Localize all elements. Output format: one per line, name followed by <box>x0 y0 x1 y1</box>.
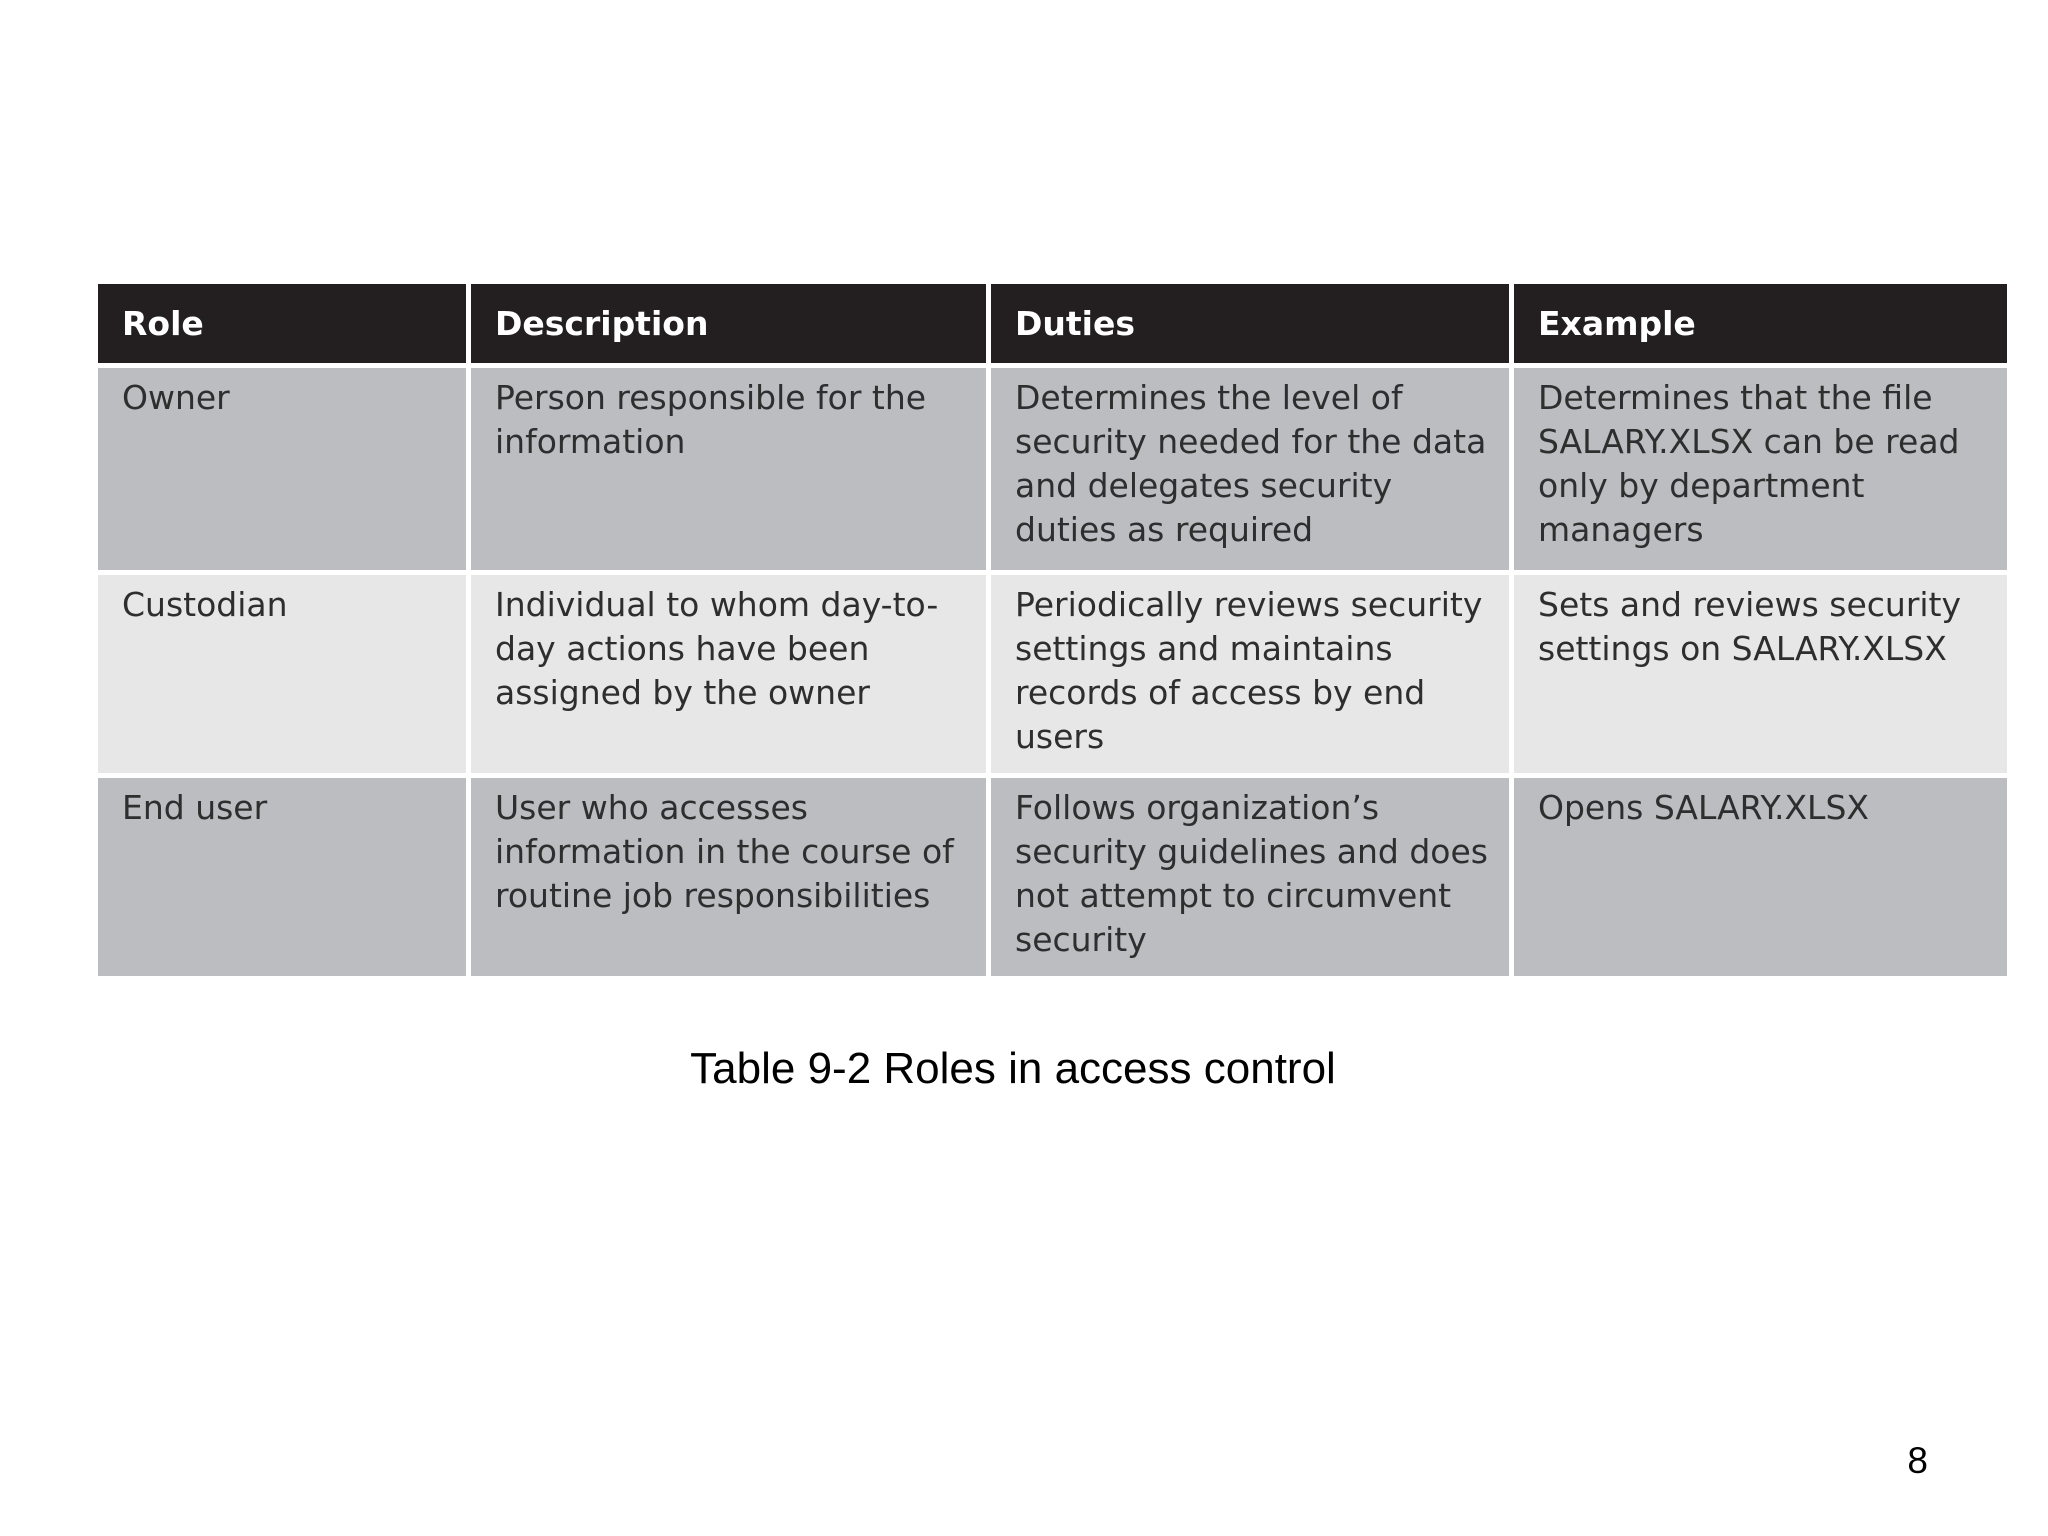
example-cell: Sets and reviews security settings on SALARY.XLSX <box>1514 575 2007 773</box>
duties-cell: Determines the level of security needed for the data and delegates security duties as required <box>991 368 1509 570</box>
roles-table <box>93 279 2012 981</box>
role-cell: Owner <box>98 368 466 570</box>
table-row <box>98 778 2007 976</box>
column-header-duties: Duties <box>991 284 1509 363</box>
example-cell: Opens SALARY.XLSX <box>1514 778 2007 976</box>
table-row <box>98 575 2007 773</box>
description-cell: Individual to whom day-to-day actions have been assigned by the owner <box>471 575 986 773</box>
page-number: 8 <box>1907 1440 1928 1481</box>
column-header-role: Role <box>98 284 466 363</box>
table-header-row <box>98 284 2007 363</box>
description-cell: Person responsible for the information <box>471 368 986 570</box>
roles-table-container <box>98 284 1982 976</box>
duties-cell: Periodically reviews security settings and maintains records of access by end users <box>991 575 1509 773</box>
column-header-example: Example <box>1514 284 2007 363</box>
table-row <box>98 368 2007 570</box>
example-cell: Determines that the file SALARY.XLSX can be read only by department managers <box>1514 368 2007 570</box>
column-header-description: Description <box>471 284 986 363</box>
description-cell: User who accesses information in the course of routine job responsibilities <box>471 778 986 976</box>
role-cell: End user <box>98 778 466 976</box>
duties-cell: Follows organization’s security guidelines and does not attempt to circumvent security <box>991 778 1509 976</box>
role-cell: Custodian <box>98 575 466 773</box>
table-caption: Table 9-2 Roles in access control <box>690 1044 1336 1093</box>
